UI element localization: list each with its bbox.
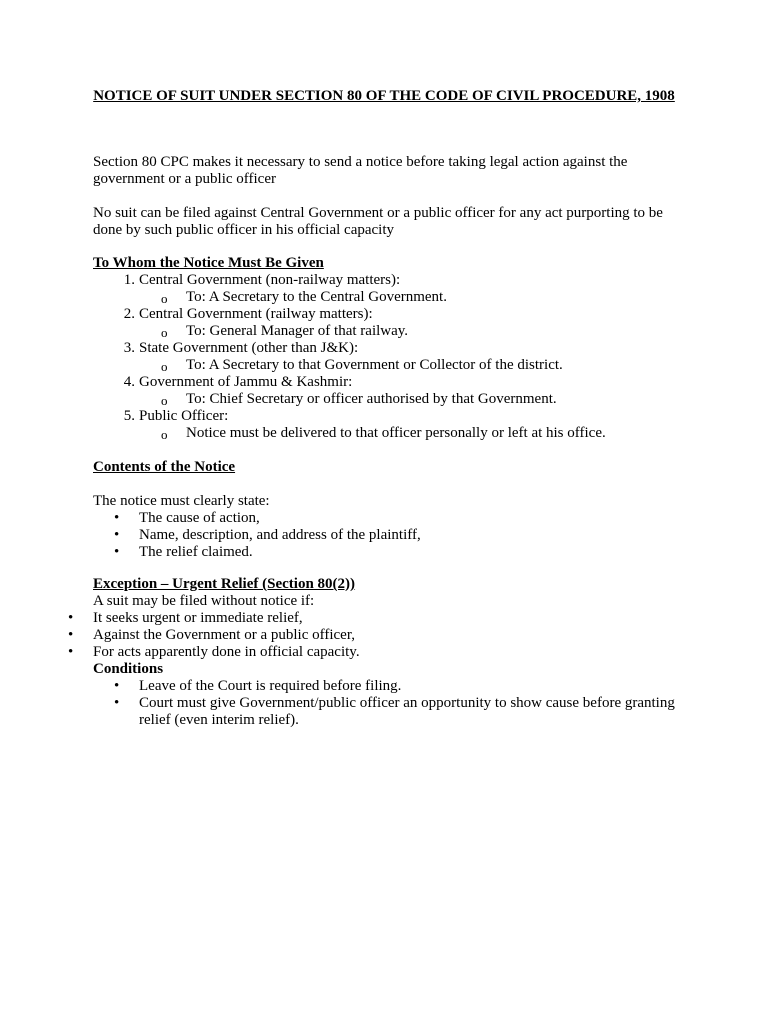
sub-bullet-marker: o (161, 427, 168, 442)
contents-section (93, 459, 678, 561)
bullet-text: Court must give Government/public officer an opportunity to show cause before granting relief (even interim relief). (139, 695, 675, 728)
document-title: NOTICE OF SUIT UNDER SECTION 80 OF THE CODE OF CIVIL PROCEDURE, 1908 (93, 88, 675, 104)
sub-list-item (93, 323, 678, 340)
list-item-label: Public Officer: (139, 408, 229, 424)
sub-list-text: To: A Secretary to the Central Government. (186, 289, 447, 305)
sub-bullet-marker: o (161, 359, 168, 374)
exception-heading: Exception – Urgent Relief (Section 80(2)) (93, 576, 356, 592)
list-number: 5. (123, 408, 135, 424)
numbered-list-item (93, 340, 678, 357)
sub-list-text: To: A Secretary to that Government or Collector of the district. (186, 357, 563, 373)
sub-bullet-marker: o (161, 393, 168, 408)
numbered-list-item (93, 306, 678, 323)
bullet-text: It seeks urgent or immediate relief, (93, 610, 303, 626)
sub-list-text: To: Chief Secretary or officer authorised by that Government. (186, 391, 557, 407)
list-item-label: Government of Jammu & Kashmir: (139, 374, 353, 390)
exception-lead: A suit may be filed without notice if: (93, 593, 315, 609)
list-number: 3. (123, 340, 135, 356)
bullet-list-item (93, 510, 678, 527)
intro-paragraph-2: No suit can be filed against Central Government or a public officer for any act purporting to be done by such public officer in his official capacity (93, 205, 663, 238)
bullet-text: Against the Government or a public officer, (93, 627, 355, 643)
bullet-glyph: • (114, 544, 120, 560)
bullet-list-item (93, 678, 678, 695)
conditions-label: Conditions (93, 661, 164, 677)
sub-list-item (93, 391, 678, 408)
bullet-text: Leave of the Court is required before filing. (139, 678, 402, 694)
sub-list-item (93, 289, 678, 306)
bullet-glyph: • (68, 627, 74, 643)
bullet-glyph: • (114, 695, 120, 711)
bullet-list-item (68, 610, 678, 627)
bullet-list-item (93, 527, 678, 544)
contents-lead: The notice must clearly state: (93, 493, 270, 509)
exception-section (68, 576, 678, 729)
bullet-glyph: • (114, 527, 120, 543)
numbered-list-item (93, 408, 678, 425)
intro-paragraph-1: Section 80 CPC makes it necessary to send a notice before taking legal action against the government or a public officer (93, 154, 628, 187)
list-item-label: Central Government (railway matters): (139, 306, 373, 322)
sub-list-item (93, 425, 678, 442)
list-item-label: State Government (other than J&K): (139, 340, 359, 356)
bullet-text: The relief claimed. (139, 544, 253, 560)
bullet-list-item (93, 695, 678, 729)
sub-bullet-marker: o (161, 325, 168, 340)
to-whom-section (93, 255, 678, 442)
bullet-glyph: • (68, 610, 74, 626)
sub-list-text: To: General Manager of that railway. (186, 323, 409, 339)
bullet-glyph: • (114, 678, 120, 694)
list-number: 4. (123, 374, 135, 390)
numbered-list-item (93, 272, 678, 289)
contents-heading: Contents of the Notice (93, 459, 236, 475)
bullet-text: For acts apparently done in official capacity. (93, 644, 360, 660)
sub-list-item (93, 357, 678, 374)
bullet-text: Name, description, and address of the plaintiff, (139, 527, 421, 543)
bullet-list-item (68, 627, 678, 644)
to-whom-heading: To Whom the Notice Must Be Given (93, 255, 324, 271)
list-item-label: Central Government (non-railway matters): (139, 272, 401, 288)
list-number: 1. (123, 272, 135, 288)
list-number: 2. (123, 306, 135, 322)
sub-list-text: Notice must be delivered to that officer personally or left at his office. (186, 425, 606, 441)
bullet-text: The cause of action, (139, 510, 260, 526)
numbered-list-item (93, 374, 678, 391)
bullet-list-item (93, 544, 678, 561)
sub-bullet-marker: o (161, 291, 168, 306)
bullet-glyph: • (114, 510, 120, 526)
bullet-list-item (68, 644, 678, 661)
bullet-glyph: • (68, 644, 74, 660)
